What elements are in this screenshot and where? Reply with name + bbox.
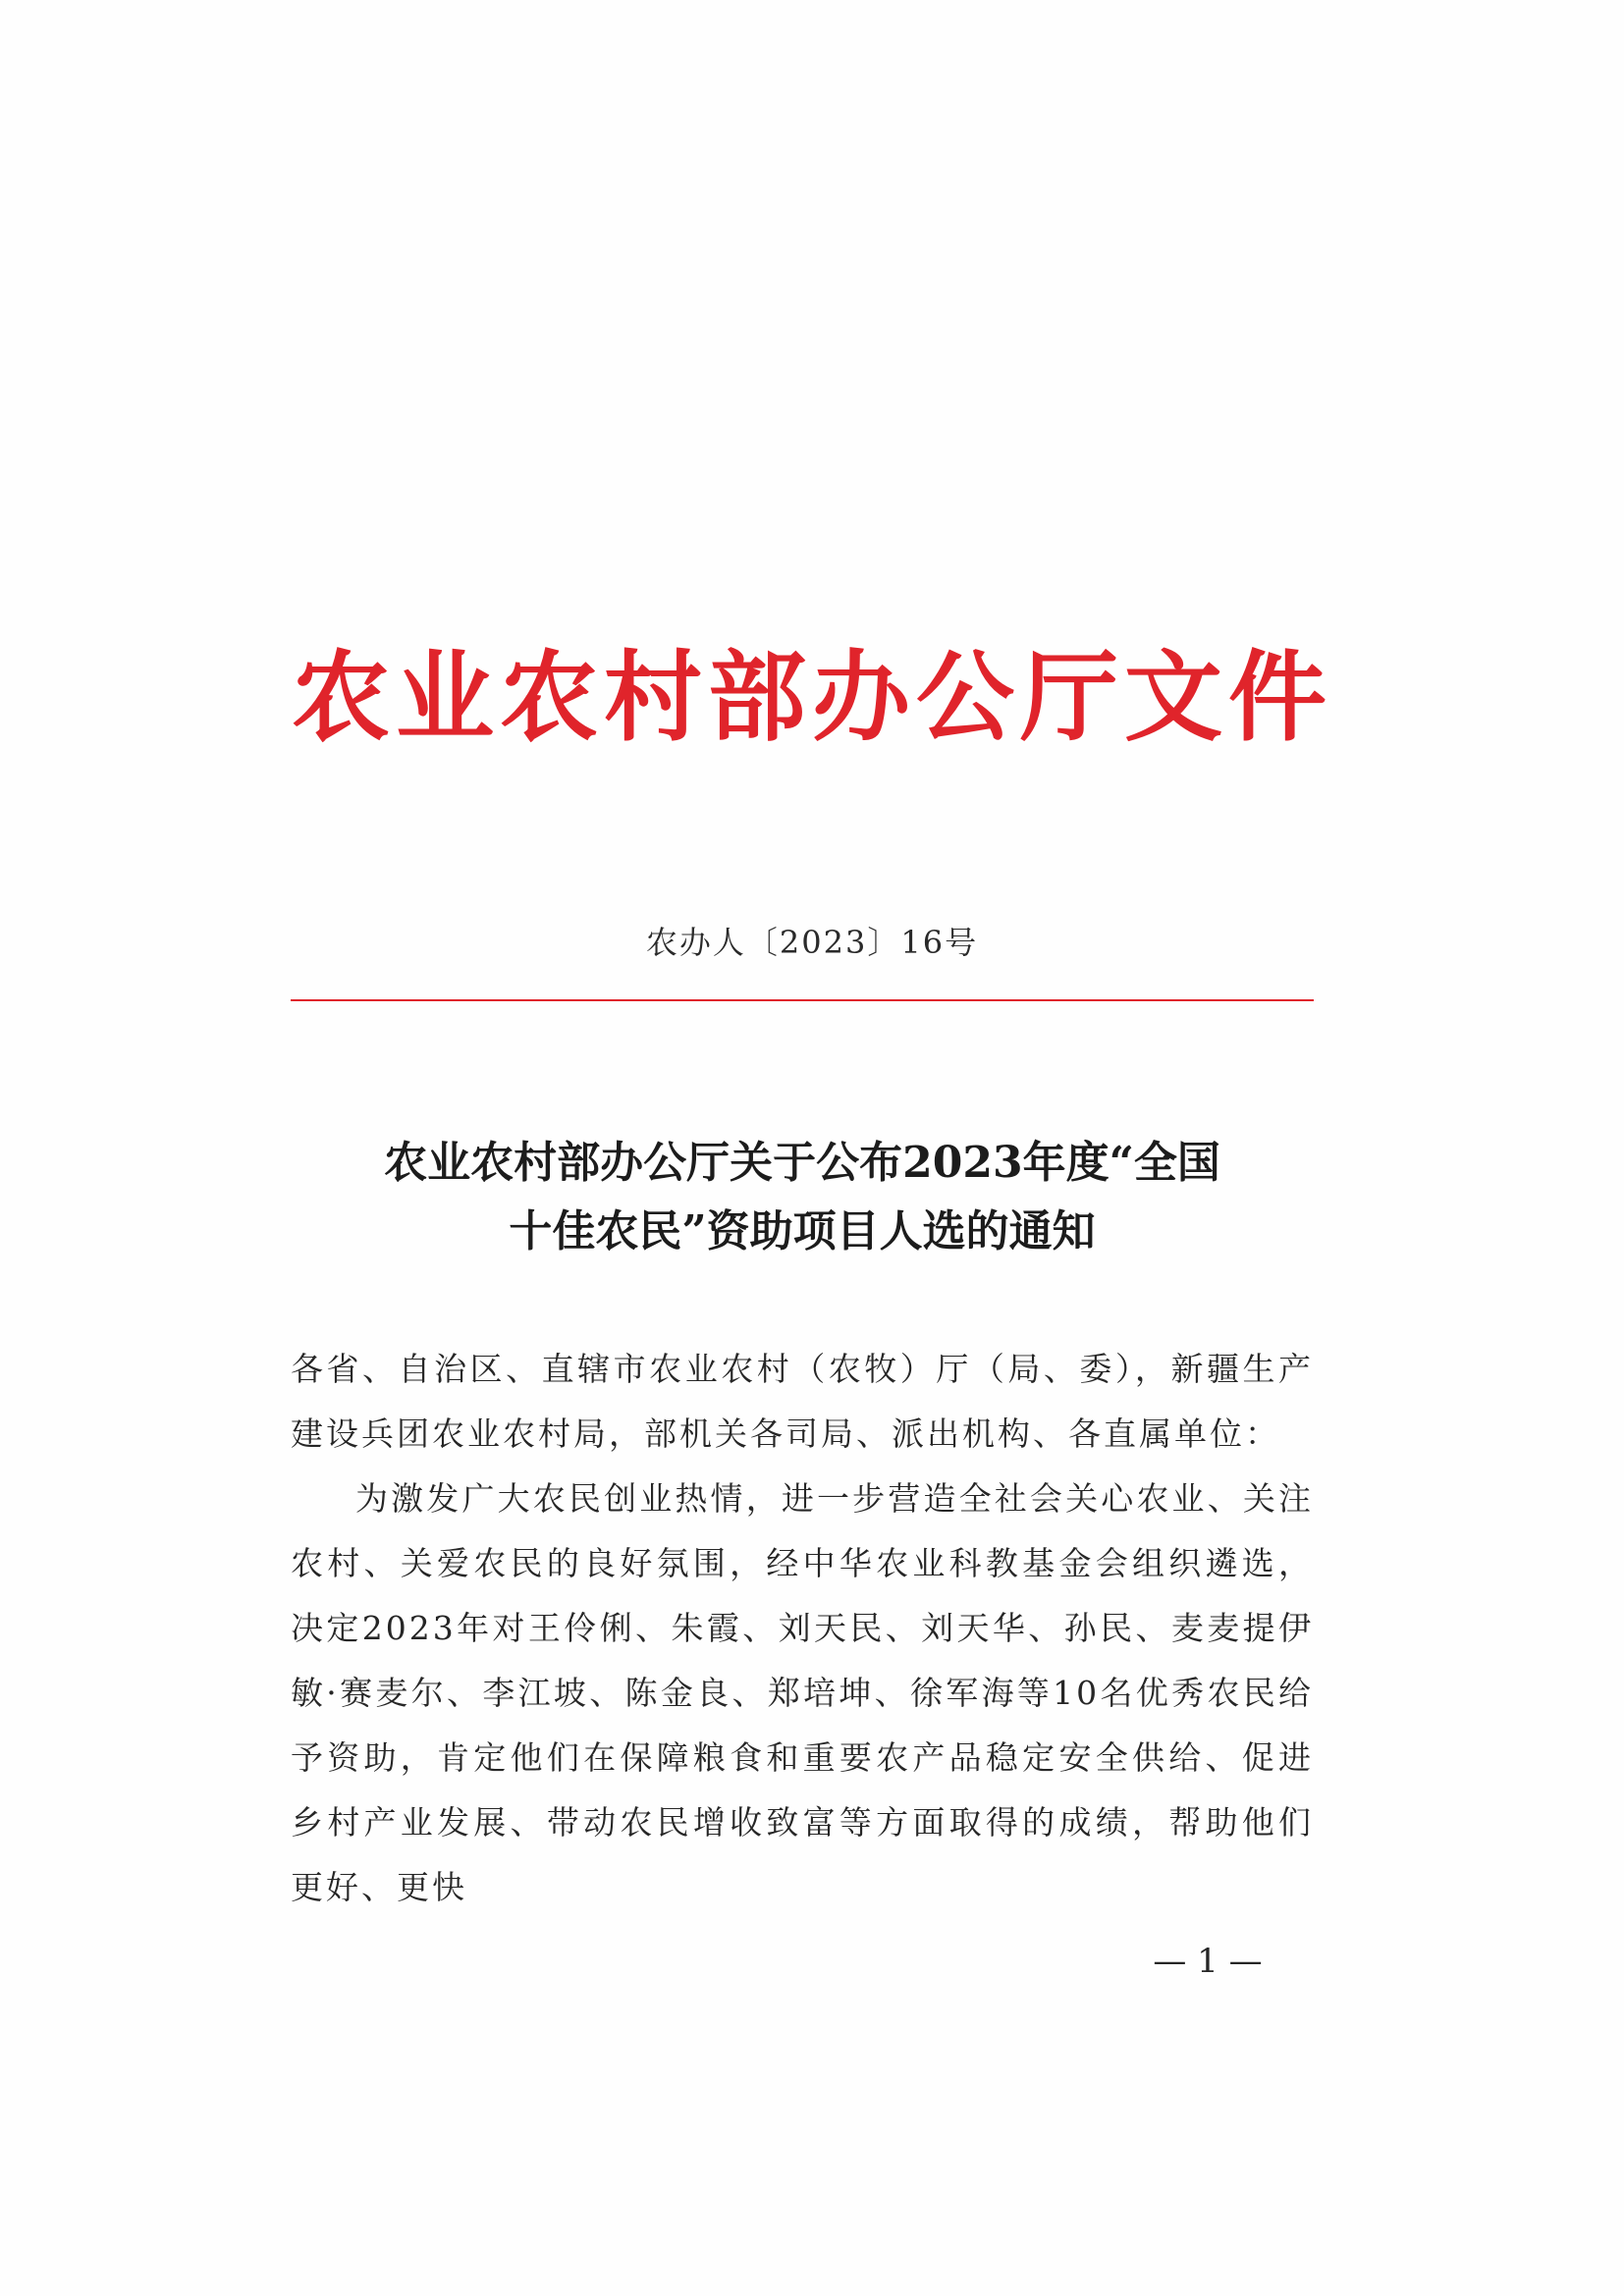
notice-title	[291, 1129, 1314, 1266]
body-paragraph-1: 为激发广大农民创业热情，进一步营造全社会关心农业、关注农村、关爱农民的良好氛围，经中华农业科教基金会组织遴选，决定2023年对王伶俐、朱霞、刘天民、刘天华、孙民、麦麦提伊敏·赛麦尔、李江坡、陈金良、郑培坤、徐军海等10名优秀农民给予资助，肯定他们在保障粮食和重要农产品稳定安全供给、促进乡村产业发展、带动农民增收致富等方面取得的成绩，帮助他们更好、更快	[291, 1479, 1314, 1906]
notice-body	[291, 1337, 1314, 1920]
notice-title-line-1: 农业农村部办公厅关于公布2023年度“全国	[384, 1138, 1220, 1188]
salutation: 各省、自治区、直辖市农业农村（农牧）厅（局、委），新疆生产建设兵团农业农村局，部机关各司局、派出机构、各直属单位：	[291, 1350, 1314, 1453]
masthead-title: 农业农村部办公厅文件	[292, 639, 1332, 755]
notice-title-line-2: 十佳农民”资助项目人选的通知	[509, 1206, 1096, 1256]
document-number: 农办人〔2023〕16号	[645, 924, 979, 961]
red-divider-line	[291, 999, 1314, 1001]
page-number: — 1 —	[1153, 1942, 1263, 1981]
